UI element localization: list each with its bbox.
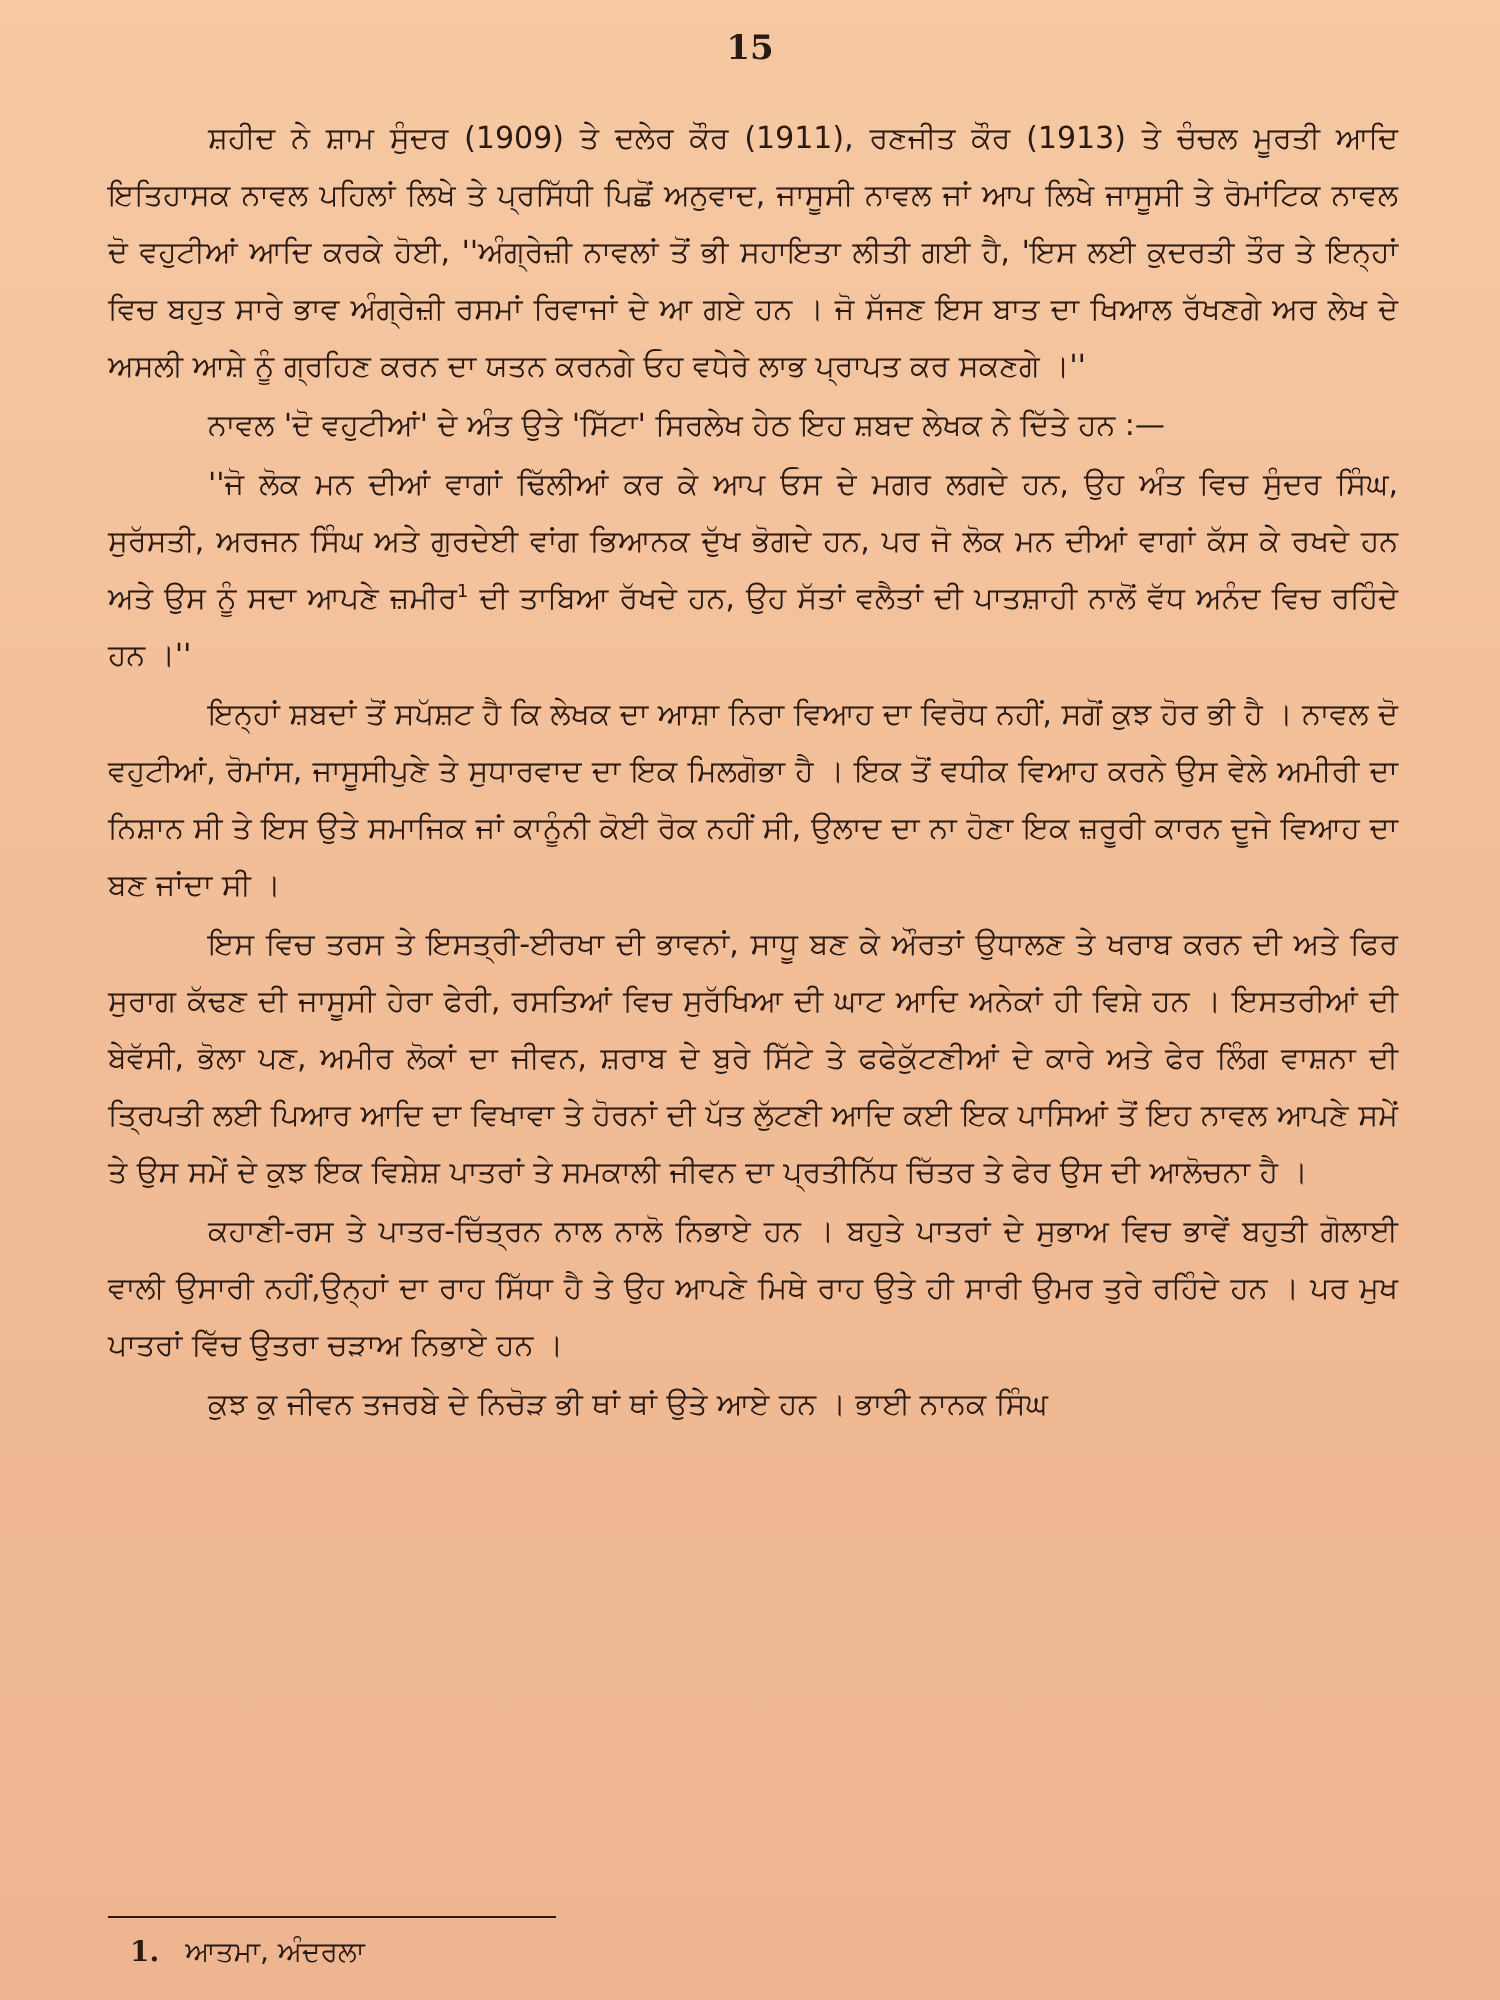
page-number: 15	[726, 28, 774, 68]
quote-text-part-2: ਦੀ ਤਾਬਿਆ ਰੱਖਦੇ ਹਨ, ਉਹ ਸੱਤਾਂ ਵਲੈਤਾਂ ਦੀ ਪਾਤਸ਼ਾਹੀ ਨਾਲੋਂ ਵੱਧ ਅਨੰਦ ਵਿਚ ਰਹਿੰਦੇ ਹਨ ।''	[108, 581, 1398, 673]
body-text	[108, 110, 1398, 1433]
paragraph-6: ਕਹਾਣੀ-ਰਸ ਤੇ ਪਾਤਰ-ਚਿੱਤ੍ਰਨ ਨਾਲ ਨਾਲੋ ਨਿਭਾਏ ਹਨ । ਬਹੁਤੇ ਪਾਤਰਾਂ ਦੇ ਸੁਭਾਅ ਵਿਚ ਭਾਵੇਂ ਬਹੁਤੀ ਗੋਲਾਈ ਵਾਲੀ ਉਸਾਰੀ ਨਹੀਂ,ਉਨ੍ਹਾਂ ਦਾ ਰਾਹ ਸਿੱਧਾ ਹੈ ਤੇ ਉਹ ਆਪਣੇ ਮਿਥੇ ਰਾਹ ਉਤੇ ਹੀ ਸਾਰੀ ਉਮਰ ਤੁਰੇ ਰਹਿੰਦੇ ਹਨ । ਪਰ ਮੁਖ ਪਾਤਰਾਂ ਵਿੱਚ ਉਤਰਾ ਚੜਾਅ ਨਿਭਾਏ ਹਨ ।	[108, 1214, 1398, 1363]
paragraph-5: ਇਸ ਵਿਚ ਤਰਸ ਤੇ ਇਸਤ੍ਰੀ-ਈਰਖਾ ਦੀ ਭਾਵਨਾਂ, ਸਾਧੂ ਬਣ ਕੇ ਔਰਤਾਂ ਉਧਾਲਣ ਤੇ ਖਰਾਬ ਕਰਨ ਦੀ ਅਤੇ ਫਿਰ ਸੁਰਾਗ ਕੱਢਣ ਦੀ ਜਾਸੂਸੀ ਹੇਰਾ ਫੇਰੀ, ਰਸਤਿਆਂ ਵਿਚ ਸੁਰੱਖਿਆ ਦੀ ਘਾਟ ਆਦਿ ਅਨੇਕਾਂ ਹੀ ਵਿਸ਼ੇ ਹਨ । ਇਸਤਰੀਆਂ ਦੀ ਬੇਵੱਸੀ, ਭੋਲਾ ਪਣ, ਅਮੀਰ ਲੋਕਾਂ ਦਾ ਜੀਵਨ, ਸ਼ਰਾਬ ਦੇ ਬੁਰੇ ਸਿੱਟੇ ਤੇ ਫਫੇਕੁੱਟਣੀਆਂ ਦੇ ਕਾਰੇ ਅਤੇ ਫੇਰ ਲਿੰਗ ਵਾਸ਼ਨਾ ਦੀ ਤ੍ਰਿਪਤੀ ਲਈ ਪਿਆਰ ਆਦਿ ਦਾ ਵਿਖਾਵਾ ਤੇ ਹੋਰਨਾਂ ਦੀ ਪੱਤ ਲੁੱਟਣੀ ਆਦਿ ਕਈ ਇਕ ਪਾਸਿਆਂ ਤੋਂ ਇਹ ਨਾਵਲ ਆਪਣੇ ਸਮੇਂ ਤੇ ਉਸ ਸਮੇਂ ਦੇ ਕੁਝ ਇਕ ਵਿਸ਼ੇਸ਼ ਪਾਤਰਾਂ ਤੇ ਸਮਕਾਲੀ ਜੀਵਨ ਦਾ ਪ੍ਰਤੀਨਿੱਧ ਚਿੱਤਰ ਤੇ ਫੇਰ ਉਸ ਦੀ ਆਲੋਚਨਾ ਹੈ ।	[108, 927, 1398, 1190]
quote-text-part-1: ''ਜੋ ਲੋਕ ਮਨ ਦੀਆਂ ਵਾਗਾਂ ਢਿੱਲੀਆਂ ਕਰ ਕੇ ਆਪ ਓਸ ਦੇ ਮਗਰ ਲਗਦੇ ਹਨ, ਉਹ ਅੰਤ ਵਿਚ ਸੁੰਦਰ ਸਿੰਘ, ਸੁਰੱਸਤੀ, ਅਰਜਨ ਸਿੰਘ ਅਤੇ ਗੁਰਦੇਈ ਵਾਂਗ ਭਿਆਨਕ ਦੁੱਖ ਭੋਗਦੇ ਹਨ, ਪਰ ਜੋ ਲੋਕ ਮਨ ਦੀਆਂ ਵਾਗਾਂ ਕੱਸ ਕੇ ਰਖਦੇ ਹਨ ਅਤੇ ਉਸ ਨੂੰ ਸਦਾ ਆਪਣੇ ਜ਼ਮੀਰ	[108, 467, 1398, 616]
footnote	[130, 1932, 365, 1972]
paragraph-3-quote	[108, 456, 1398, 684]
footnote-divider	[108, 1916, 556, 1918]
footnote-text: ਆਤਮਾ, ਅੰਦਰਲਾ	[185, 1935, 365, 1968]
paragraph-2: ਨਾਵਲ 'ਦੋ ਵਹੁਟੀਆਂ' ਦੇ ਅੰਤ ਉਤੇ 'ਸਿੱਟਾ' ਸਿਰਲੇਖ ਹੇਠ ਇਹ ਸ਼ਬਦ ਲੇਖਕ ਨੇ ਦਿੱਤੇ ਹਨ :—	[208, 408, 1165, 443]
footnote-ref: 1	[456, 581, 469, 602]
footnote-number: 1.	[130, 1935, 160, 1968]
paragraph-1: ਸ਼ਹੀਦ ਨੇ ਸ਼ਾਮ ਸੁੰਦਰ (1909) ਤੇ ਦਲੇਰ ਕੌਰ (1911), ਰਣਜੀਤ ਕੌਰ (1913) ਤੇ ਚੰਚਲ ਮੂਰਤੀ ਆਦਿ ਇਤਿਹਾਸਕ ਨਾਵਲ ਪਹਿਲਾਂ ਲਿਖੇ ਤੇ ਪ੍ਰਸਿੱਧੀ ਪਿਛੋਂ ਅਨੁਵਾਦ, ਜਾਸੂਸੀ ਨਾਵਲ ਜਾਂ ਆਪ ਲਿਖੇ ਜਾਸੂਸੀ ਤੇ ਰੋਮਾਂਟਿਕ ਨਾਵਲ ਦੋ ਵਹੁਟੀਆਂ ਆਦਿ ਕਰਕੇ ਹੋਈ, ''ਅੰਗ੍ਰੇਜ਼ੀ ਨਾਵਲਾਂ ਤੋਂ ਭੀ ਸਹਾਇਤਾ ਲੀਤੀ ਗਈ ਹੈ, 'ਇਸ ਲਈ ਕੁਦਰਤੀ ਤੌਰ ਤੇ ਇਨ੍ਹਾਂ ਵਿਚ ਬਹੁਤ ਸਾਰੇ ਭਾਵ ਅੰਗ੍ਰੇਜ਼ੀ ਰਸਮਾਂ ਰਿਵਾਜਾਂ ਦੇ ਆ ਗਏ ਹਨ । ਜੋ ਸੱਜਣ ਇਸ ਬਾਤ ਦਾ ਖਿਆਲ ਰੱਖਣਗੇ ਅਰ ਲੇਖ ਦੇ ਅਸਲੀ ਆਸ਼ੇ ਨੂੰ ਗ੍ਰਹਿਣ ਕਰਨ ਦਾ ਯਤਨ ਕਰਨਗੇ ਓਹ ਵਧੇਰੇ ਲਾਭ ਪ੍ਰਾਪਤ ਕਰ ਸਕਣਗੇ ।''	[108, 121, 1398, 384]
paragraph-7: ਕੁਝ ਕੁ ਜੀਵਨ ਤਜਰਬੇ ਦੇ ਨਿਚੋੜ ਭੀ ਥਾਂ ਥਾਂ ਉਤੇ ਆਏ ਹਨ । ਭਾਈ ਨਾਨਕ ਸਿੰਘ	[208, 1387, 1048, 1422]
paragraph-4: ਇਨ੍ਹਾਂ ਸ਼ਬਦਾਂ ਤੋਂ ਸਪੱਸ਼ਟ ਹੈ ਕਿ ਲੇਖਕ ਦਾ ਆਸ਼ਾ ਨਿਰਾ ਵਿਆਹ ਦਾ ਵਿਰੋਧ ਨਹੀਂ, ਸਗੋਂ ਕੁਝ ਹੋਰ ਭੀ ਹੈ । ਨਾਵਲ ਦੋ ਵਹੁਟੀਆਂ, ਰੋਮਾਂਸ, ਜਾਸੂਸੀਪੁਣੇ ਤੇ ਸੁਧਾਰਵਾਦ ਦਾ ਇਕ ਮਿਲਗੋਭਾ ਹੈ । ਇਕ ਤੋਂ ਵਧੀਕ ਵਿਆਹ ਕਰਨੇ ਉਸ ਵੇਲੇ ਅਮੀਰੀ ਦਾ ਨਿਸ਼ਾਨ ਸੀ ਤੇ ਇਸ ਉਤੇ ਸਮਾਜਿਕ ਜਾਂ ਕਾਨੂੰਨੀ ਕੋਈ ਰੋਕ ਨਹੀਂ ਸੀ, ਉਲਾਦ ਦਾ ਨਾ ਹੋਣਾ ਇਕ ਜ਼ਰੂਰੀ ਕਾਰਨ ਦੂਜੇ ਵਿਆਹ ਦਾ ਬਣ ਜਾਂਦਾ ਸੀ ।	[108, 697, 1398, 903]
